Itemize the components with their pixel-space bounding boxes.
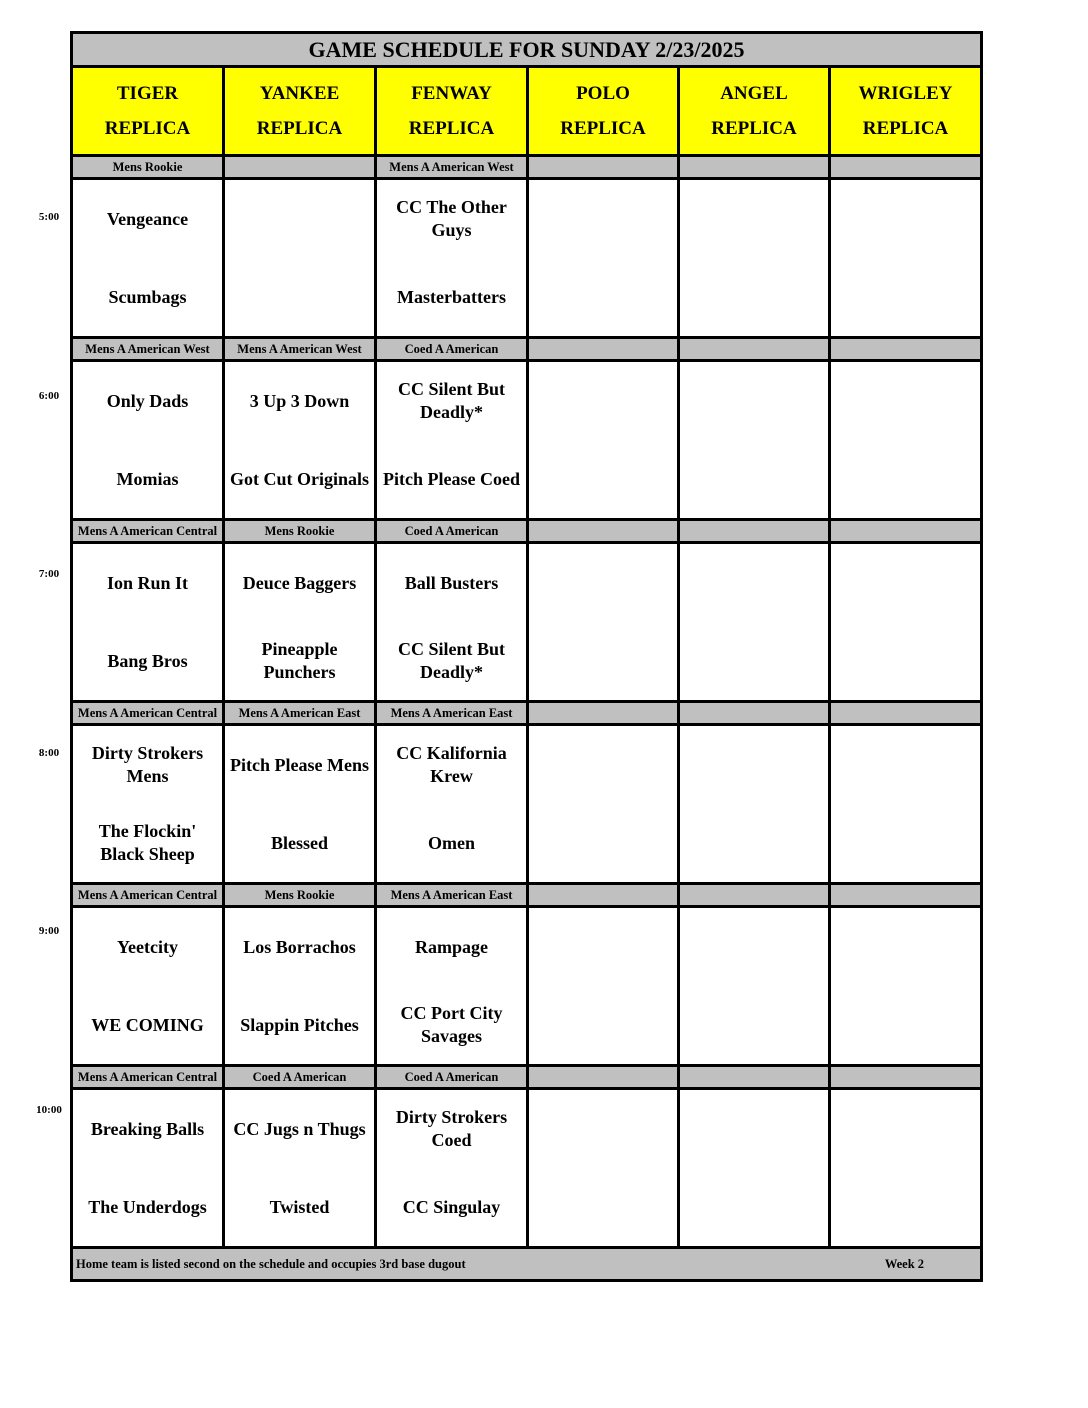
game-cell	[376, 361, 528, 520]
away-team	[831, 908, 980, 986]
game-cell	[830, 725, 982, 884]
division-label: Mens A American West	[376, 156, 528, 179]
home-team	[529, 622, 677, 700]
game-cell	[679, 1089, 830, 1248]
game-cell	[830, 907, 982, 1066]
field-sub: REPLICA	[711, 118, 797, 139]
home-team: CC Silent But Deadly*	[397, 639, 505, 682]
division-label	[224, 156, 376, 179]
game-cell	[679, 179, 830, 338]
away-team	[680, 1090, 828, 1168]
away-team	[680, 544, 828, 622]
division-label: Mens A American Central	[72, 702, 224, 725]
division-label	[528, 338, 679, 361]
division-label	[830, 338, 982, 361]
home-team	[831, 622, 980, 700]
field-name: FENWAY	[411, 83, 492, 104]
field-name: ANGEL	[720, 83, 788, 104]
field-header-polo	[528, 67, 679, 156]
time-label: 7:00	[38, 568, 60, 581]
schedule-title: GAME SCHEDULE FOR SUNDAY 2/23/2025	[72, 33, 982, 67]
game-cell	[830, 1089, 982, 1248]
division-label	[830, 702, 982, 725]
away-team	[831, 1090, 980, 1168]
game-cell	[72, 543, 224, 702]
away-team: Dirty Strokers Coed	[395, 1107, 508, 1150]
home-team: WE COMING	[91, 1014, 204, 1035]
game-cell	[679, 543, 830, 702]
home-team: Pineapple Punchers	[261, 639, 338, 682]
division-label	[830, 884, 982, 907]
division-label	[528, 156, 679, 179]
game-cell	[679, 361, 830, 520]
away-team: Dirty Strokers Mens	[91, 743, 204, 786]
division-label: Coed A American	[376, 338, 528, 361]
away-team	[225, 180, 374, 258]
game-cell	[528, 907, 679, 1066]
home-team	[680, 804, 828, 882]
division-label: Mens A American West	[72, 338, 224, 361]
game-row	[72, 907, 982, 1066]
week-label: Week 2	[884, 1256, 925, 1271]
away-team	[680, 726, 828, 804]
home-team: The Underdogs	[88, 1196, 207, 1217]
away-team	[680, 908, 828, 986]
game-cell	[830, 179, 982, 338]
away-team: Rampage	[415, 936, 488, 957]
game-cell	[528, 179, 679, 338]
division-row	[72, 338, 982, 361]
footer-row	[72, 1248, 982, 1281]
schedule-table	[70, 31, 983, 1282]
footer-note: Home team is listed second on the schedule and occupies 3rd base dugout	[76, 1256, 466, 1271]
division-row	[72, 702, 982, 725]
field-sub: REPLICA	[256, 118, 343, 139]
away-team: Vengeance	[106, 208, 189, 229]
division-label: Mens A American East	[376, 702, 528, 725]
home-team: Masterbatters	[397, 286, 506, 307]
division-label	[830, 1066, 982, 1089]
away-team: CC Silent But Deadly*	[397, 379, 505, 422]
home-team	[680, 258, 828, 336]
division-row	[72, 884, 982, 907]
division-label: Coed A American	[376, 1066, 528, 1089]
division-label	[528, 884, 679, 907]
division-row	[72, 520, 982, 543]
away-team: 3 Up 3 Down	[249, 390, 350, 411]
away-team: CC Kalifornia Krew	[396, 743, 507, 786]
away-team	[529, 726, 677, 804]
away-team: Los Borrachos	[243, 936, 356, 957]
home-team	[529, 986, 677, 1064]
home-team: Bang Bros	[107, 650, 188, 671]
game-cell	[376, 543, 528, 702]
game-cell	[528, 725, 679, 884]
division-label	[528, 702, 679, 725]
game-row	[72, 1089, 982, 1248]
home-team: Slappin Pitches	[240, 1014, 359, 1035]
home-team: Got Cut Originals	[229, 468, 369, 489]
game-cell	[376, 179, 528, 338]
division-label	[679, 156, 830, 179]
home-team	[529, 258, 677, 336]
division-label	[679, 702, 830, 725]
game-cell	[679, 907, 830, 1066]
away-team: Ion Run It	[106, 572, 189, 593]
game-cell	[224, 361, 376, 520]
division-row	[72, 1066, 982, 1089]
division-label: Coed A American	[224, 1066, 376, 1089]
division-label	[830, 520, 982, 543]
home-team: Twisted	[269, 1196, 330, 1217]
home-team	[831, 986, 980, 1064]
away-team: Ball Busters	[404, 572, 499, 593]
game-cell	[528, 1089, 679, 1248]
away-team: Deuce Baggers	[242, 572, 357, 593]
game-cell	[72, 725, 224, 884]
away-team: CC The Other Guys	[396, 197, 507, 240]
time-label: 10:00	[36, 1104, 62, 1116]
away-team	[831, 726, 980, 804]
away-team	[680, 180, 828, 258]
home-team: CC Singulay	[402, 1196, 501, 1217]
home-team	[680, 986, 828, 1064]
away-team	[831, 362, 980, 440]
division-label: Mens A American East	[376, 884, 528, 907]
division-label	[679, 884, 830, 907]
away-team	[529, 544, 677, 622]
division-label	[679, 1066, 830, 1089]
game-cell	[224, 725, 376, 884]
division-label	[528, 520, 679, 543]
game-row	[72, 361, 982, 520]
away-team: Pitch Please Mens	[230, 754, 369, 775]
game-cell	[528, 543, 679, 702]
field-sub: REPLICA	[862, 118, 949, 139]
time-label: 6:00	[38, 389, 60, 402]
away-team	[680, 362, 828, 440]
division-label: Mens A American Central	[72, 884, 224, 907]
away-team	[529, 1090, 677, 1168]
home-team	[529, 1168, 677, 1246]
game-cell	[72, 1089, 224, 1248]
game-cell	[224, 179, 376, 338]
game-cell	[528, 361, 679, 520]
away-team: Yeetcity	[117, 936, 178, 957]
division-label: Coed A American	[376, 520, 528, 543]
division-label: Mens Rookie	[224, 884, 376, 907]
home-team	[225, 258, 374, 336]
game-cell	[224, 907, 376, 1066]
away-team: CC Jugs n Thugs	[233, 1118, 366, 1139]
field-sub: REPLICA	[104, 118, 191, 139]
field-header-yankee	[224, 67, 376, 156]
home-team	[680, 622, 828, 700]
home-team	[529, 804, 677, 882]
division-label: Mens A American East	[224, 702, 376, 725]
game-row	[72, 725, 982, 884]
game-cell	[72, 361, 224, 520]
game-cell	[376, 725, 528, 884]
field-header-angel	[679, 67, 830, 156]
field-header-tiger	[72, 67, 224, 156]
division-label: Mens A American Central	[72, 1066, 224, 1089]
division-label: Mens A American West	[224, 338, 376, 361]
home-team: Scumbags	[108, 286, 187, 307]
field-name: YANKEE	[259, 83, 340, 104]
time-label: 9:00	[38, 925, 60, 938]
away-team	[529, 180, 677, 258]
field-name: WRIGLEY	[858, 83, 953, 104]
game-cell	[72, 179, 224, 338]
away-team	[831, 544, 980, 622]
division-label	[528, 1066, 679, 1089]
field-header-row	[72, 67, 982, 156]
game-cell	[830, 543, 982, 702]
home-team	[831, 804, 980, 882]
field-name: POLO	[576, 83, 630, 104]
field-sub: REPLICA	[408, 118, 495, 139]
away-team: Only Dads	[106, 390, 189, 411]
footer-cell	[72, 1248, 982, 1281]
home-team: Omen	[428, 832, 475, 853]
home-team: The Flockin' Black Sheep	[98, 821, 197, 864]
game-cell	[72, 907, 224, 1066]
game-cell	[679, 725, 830, 884]
division-label: Mens Rookie	[72, 156, 224, 179]
title-row	[72, 33, 982, 67]
field-header-wrigley	[830, 67, 982, 156]
away-team	[831, 180, 980, 258]
away-team: Breaking Balls	[90, 1118, 205, 1139]
game-row	[72, 543, 982, 702]
field-header-fenway	[376, 67, 528, 156]
home-team: Blessed	[270, 832, 328, 853]
game-row	[72, 179, 982, 338]
game-cell	[224, 543, 376, 702]
game-cell	[376, 1089, 528, 1248]
home-team	[831, 1168, 980, 1246]
division-label: Mens A American Central	[72, 520, 224, 543]
away-team	[529, 908, 677, 986]
game-cell	[830, 361, 982, 520]
home-team: Momias	[116, 468, 179, 489]
field-sub: REPLICA	[560, 118, 646, 139]
game-cell	[376, 907, 528, 1066]
home-team	[680, 1168, 828, 1246]
field-name: TIGER	[116, 83, 179, 104]
division-label	[830, 156, 982, 179]
home-team: Pitch Please Coed	[383, 468, 520, 489]
home-team	[831, 440, 980, 518]
division-row	[72, 156, 982, 179]
division-label	[679, 520, 830, 543]
game-cell	[224, 1089, 376, 1248]
time-label: 5:00	[38, 211, 60, 223]
home-team	[680, 440, 828, 518]
home-team: CC Port City Savages	[400, 1003, 503, 1046]
home-team	[831, 258, 980, 336]
away-team	[529, 362, 677, 440]
division-label	[679, 338, 830, 361]
home-team	[529, 440, 677, 518]
division-label: Mens Rookie	[224, 520, 376, 543]
time-label: 8:00	[38, 746, 60, 759]
